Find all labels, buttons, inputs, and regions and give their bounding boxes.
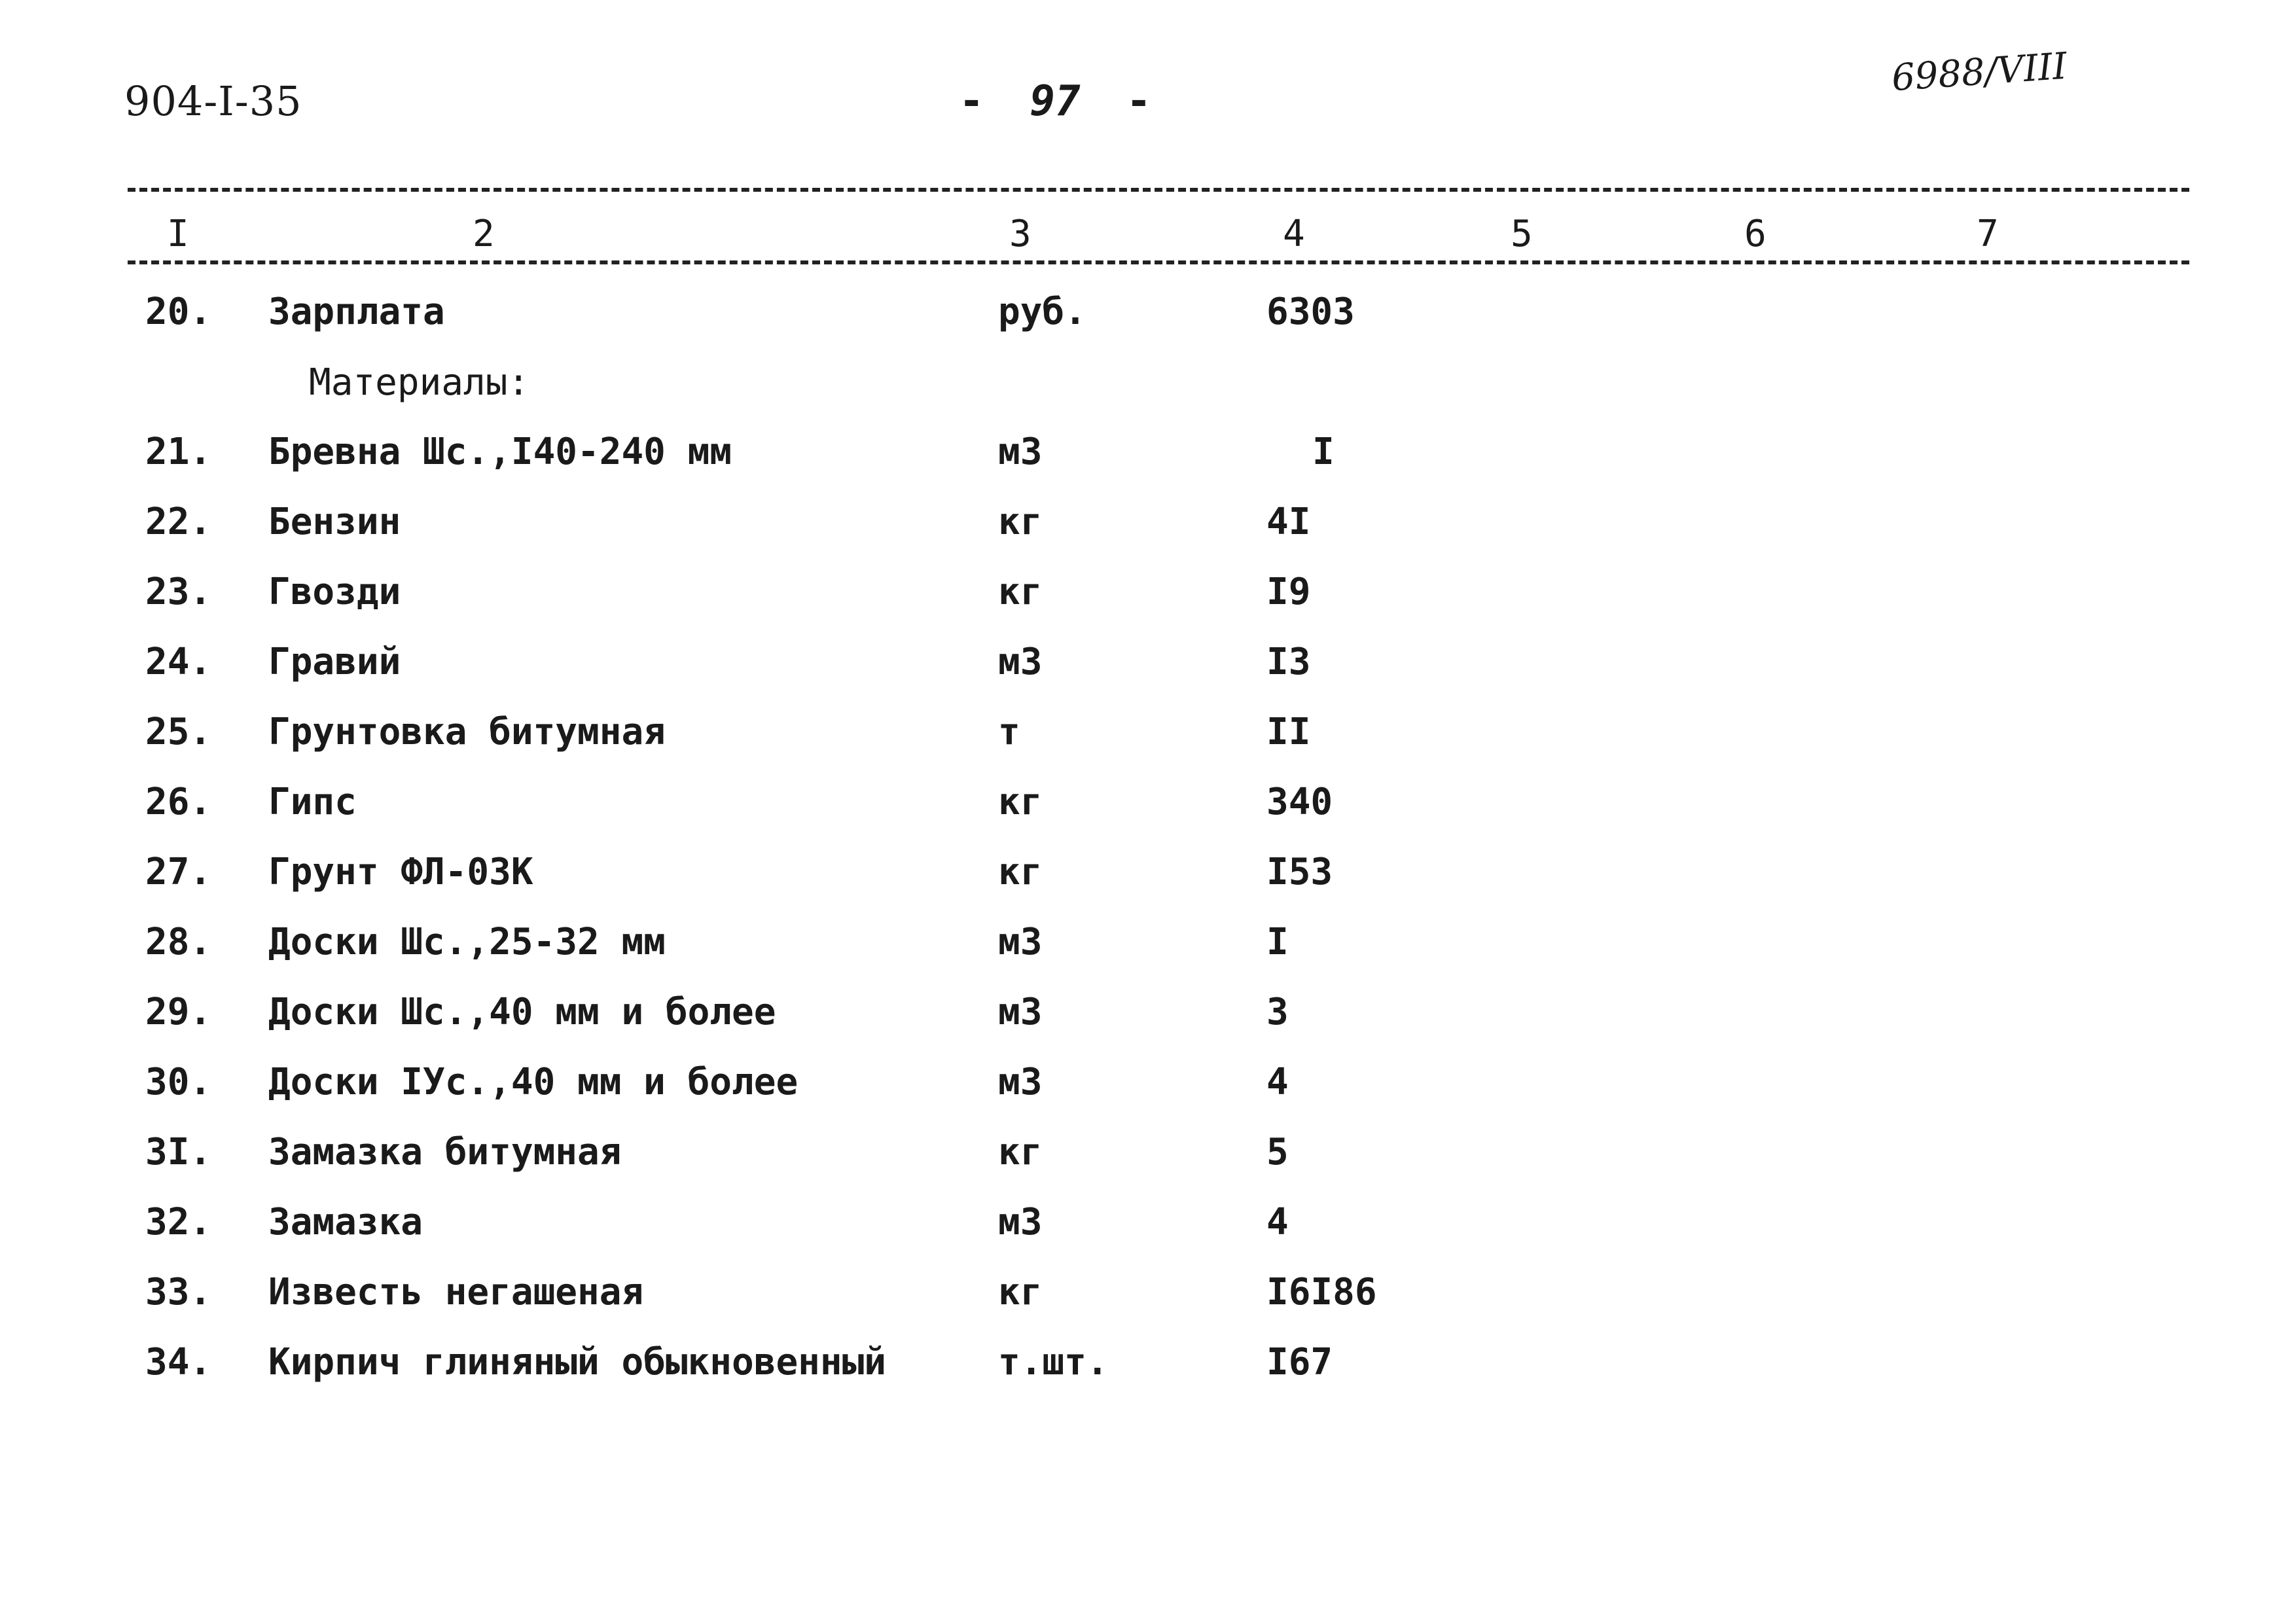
row-name: Грунтовка битумная xyxy=(268,711,666,753)
row-quantity: I67 xyxy=(1266,1341,1333,1383)
row-number: 23. xyxy=(145,571,212,613)
row-unit: кг xyxy=(998,851,1043,893)
row-quantity: 3 xyxy=(1266,991,1289,1033)
table-row xyxy=(0,1259,2296,1329)
table-row xyxy=(0,559,2296,629)
row-name: Гипс xyxy=(268,781,357,823)
row-number: 34. xyxy=(145,1341,212,1383)
row-number: 30. xyxy=(145,1061,212,1103)
materials-subheading: Материалы: xyxy=(309,361,530,404)
row-name: Грунт ФЛ-03К xyxy=(268,851,533,893)
table-row xyxy=(0,629,2296,699)
row-quantity: II xyxy=(1266,711,1311,753)
row-unit: руб. xyxy=(998,291,1086,333)
row-unit: м3 xyxy=(998,1061,1043,1103)
row-name: Замазка битумная xyxy=(268,1131,622,1173)
row-number: 22. xyxy=(145,501,212,543)
row-name: Доски IУс.,40 мм и более xyxy=(268,1061,798,1103)
row-name: Зарплата xyxy=(268,291,445,333)
row-number: 24. xyxy=(145,641,212,683)
table-row xyxy=(0,1329,2296,1399)
row-quantity: 4 xyxy=(1266,1201,1289,1243)
table-row xyxy=(0,839,2296,909)
table-row xyxy=(0,279,2296,349)
table-row xyxy=(0,489,2296,559)
row-unit: кг xyxy=(998,501,1043,543)
row-name: Кирпич глиняный обыкновенный xyxy=(268,1341,887,1383)
column-header-5: 5 xyxy=(1511,213,1533,255)
row-quantity: 4I xyxy=(1266,501,1311,543)
row-quantity: I3 xyxy=(1266,641,1311,683)
row-number: 32. xyxy=(145,1201,212,1243)
document-code: 904-I-35 xyxy=(124,77,302,125)
table-row xyxy=(0,699,2296,769)
column-header-7: 7 xyxy=(1977,213,1999,255)
row-name: Гвозди xyxy=(268,571,401,613)
table-rule-bottom xyxy=(128,260,2189,264)
row-unit: кг xyxy=(998,1131,1043,1173)
row-unit: м3 xyxy=(998,431,1043,473)
row-number: 20. xyxy=(145,291,212,333)
page-dash-right: - xyxy=(1126,77,1152,126)
row-name: Бревна Шс.,I40-240 мм xyxy=(268,431,732,473)
row-unit: кг xyxy=(998,781,1043,823)
table-row xyxy=(0,419,2296,489)
row-name: Доски Шс.,25-32 мм xyxy=(268,921,666,963)
row-unit: т.шт. xyxy=(998,1341,1109,1383)
column-header-3: 3 xyxy=(1009,213,1031,255)
page-dash-left: - xyxy=(959,77,984,126)
table-row xyxy=(0,909,2296,979)
row-unit: кг xyxy=(998,1271,1043,1313)
archive-mark: 6988/VIII xyxy=(1890,45,2069,100)
row-number: 3I. xyxy=(145,1131,212,1173)
row-number: 25. xyxy=(145,711,212,753)
column-header-6: 6 xyxy=(1744,213,1767,255)
row-quantity: 4 xyxy=(1266,1061,1289,1103)
row-quantity: I xyxy=(1266,921,1289,963)
table-row xyxy=(0,979,2296,1049)
row-number: 28. xyxy=(145,921,212,963)
row-name: Бензин xyxy=(268,501,401,543)
row-quantity: 6303 xyxy=(1266,291,1355,333)
row-name: Доски Шс.,40 мм и более xyxy=(268,991,776,1033)
row-quantity: I53 xyxy=(1266,851,1333,893)
row-quantity: I xyxy=(1312,431,1335,473)
table-row xyxy=(0,769,2296,839)
row-number: 27. xyxy=(145,851,212,893)
row-unit: м3 xyxy=(998,921,1043,963)
table-rule-top xyxy=(128,188,2189,192)
row-quantity: I6I86 xyxy=(1266,1271,1377,1313)
row-number: 33. xyxy=(145,1271,212,1313)
row-number: 26. xyxy=(145,781,212,823)
page-number: 97 xyxy=(1030,77,1081,126)
row-unit: м3 xyxy=(998,1201,1043,1243)
row-quantity: 340 xyxy=(1266,781,1333,823)
column-header-2: 2 xyxy=(473,213,495,255)
row-quantity: 5 xyxy=(1266,1131,1289,1173)
row-name: Гравий xyxy=(268,641,401,683)
row-number: 21. xyxy=(145,431,212,473)
column-header-1: I xyxy=(167,213,189,255)
table-row xyxy=(0,1049,2296,1119)
row-unit: м3 xyxy=(998,991,1043,1033)
column-header-4: 4 xyxy=(1283,213,1305,255)
table-row xyxy=(0,1189,2296,1259)
page-number-line xyxy=(913,77,1197,126)
row-name: Замазка xyxy=(268,1201,423,1243)
row-name: Известь негашеная xyxy=(268,1271,644,1313)
row-unit: кг xyxy=(998,571,1043,613)
table-row xyxy=(0,1119,2296,1189)
row-number: 29. xyxy=(145,991,212,1033)
row-quantity: I9 xyxy=(1266,571,1311,613)
row-unit: м3 xyxy=(998,641,1043,683)
row-unit: т xyxy=(998,711,1020,753)
